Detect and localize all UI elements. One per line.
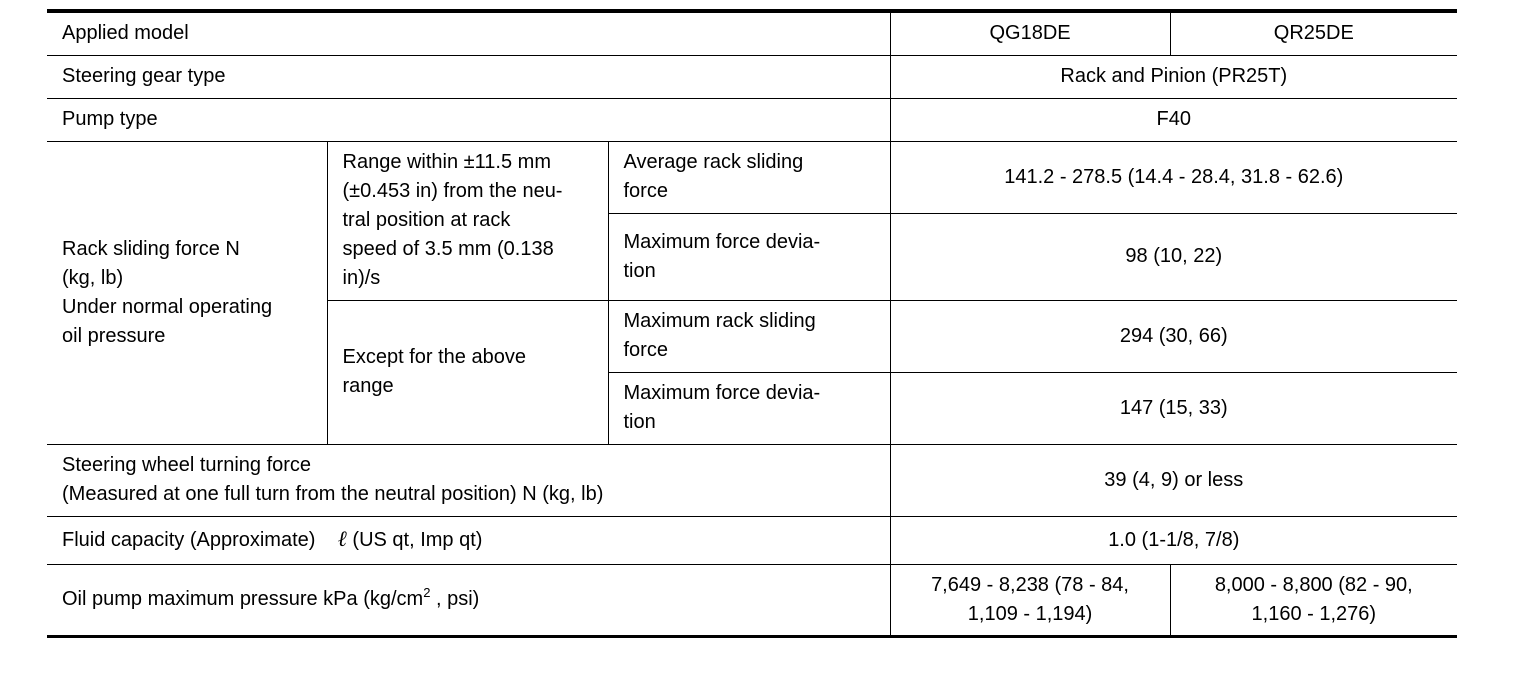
wheel-turning-row — [47, 444, 1457, 516]
model-qr25de: QR25DE — [1170, 11, 1457, 55]
fluid-capacity-row — [47, 516, 1457, 564]
fluid-capacity-unit: (US qt, Imp qt) — [352, 529, 483, 551]
wheel-turning-label: Steering wheel turning force (Measured at one full turn from the neutral position) N (kg, lb) — [47, 444, 890, 516]
wheel-turning-value: 39 (4, 9) or less — [890, 444, 1457, 516]
specification-table — [47, 9, 1457, 638]
oil-pump-label-cell — [47, 564, 890, 636]
max-rack-sliding-label: Maximum rack sliding force — [608, 300, 890, 372]
fluid-capacity-label: Fluid capacity (Approximate) — [62, 529, 316, 551]
fluid-capacity-value: 1.0 (1-1/8, 7/8) — [890, 516, 1457, 564]
rack-sliding-row-1 — [47, 141, 1457, 213]
oil-pump-label-suffix: , psi) — [430, 587, 480, 610]
header-row — [47, 11, 1457, 55]
rack-sliding-label: Rack sliding force N (kg, lb) Under normal operating oil pressure — [47, 141, 327, 444]
model-qg18de: QG18DE — [890, 11, 1170, 55]
average-rack-sliding-value: 141.2 - 278.5 (14.4 - 28.4, 31.8 - 62.6) — [890, 141, 1457, 213]
average-rack-sliding-label: Average rack sliding force — [608, 141, 890, 213]
max-force-deviation-label-2: Maximum force devia- tion — [608, 372, 890, 444]
liter-symbol: ℓ — [337, 527, 347, 552]
pump-type-label: Pump type — [47, 98, 890, 141]
range-within-label: Range within ±11.5 mm (±0.453 in) from the neu- tral position at rack speed of 3.5 mm (0.138 in)/s — [327, 141, 608, 300]
max-force-deviation-value-1: 98 (10, 22) — [890, 213, 1457, 300]
oil-pump-label-superscript: 2 — [423, 584, 431, 600]
fluid-capacity-cell — [47, 516, 890, 564]
max-rack-sliding-value: 294 (30, 66) — [890, 300, 1457, 372]
oil-pump-label: Oil pump maximum pressure kPa (kg/cm — [62, 587, 424, 610]
max-force-deviation-value-2: 147 (15, 33) — [890, 372, 1457, 444]
steering-gear-label: Steering gear type — [47, 55, 890, 98]
max-force-deviation-label-1: Maximum force devia- tion — [608, 213, 890, 300]
oil-pump-row — [47, 564, 1457, 636]
oil-pump-value-qg18de: 7,649 - 8,238 (78 - 84, 1,109 - 1,194) — [890, 564, 1170, 636]
applied-model-label: Applied model — [47, 11, 890, 55]
oil-pump-value-qr25de: 8,000 - 8,800 (82 - 90, 1,160 - 1,276) — [1170, 564, 1457, 636]
pump-type-row — [47, 98, 1457, 141]
except-range-label: Except for the above range — [327, 300, 608, 444]
steering-gear-row — [47, 55, 1457, 98]
steering-gear-value: Rack and Pinion (PR25T) — [890, 55, 1457, 98]
pump-type-value: F40 — [890, 98, 1457, 141]
